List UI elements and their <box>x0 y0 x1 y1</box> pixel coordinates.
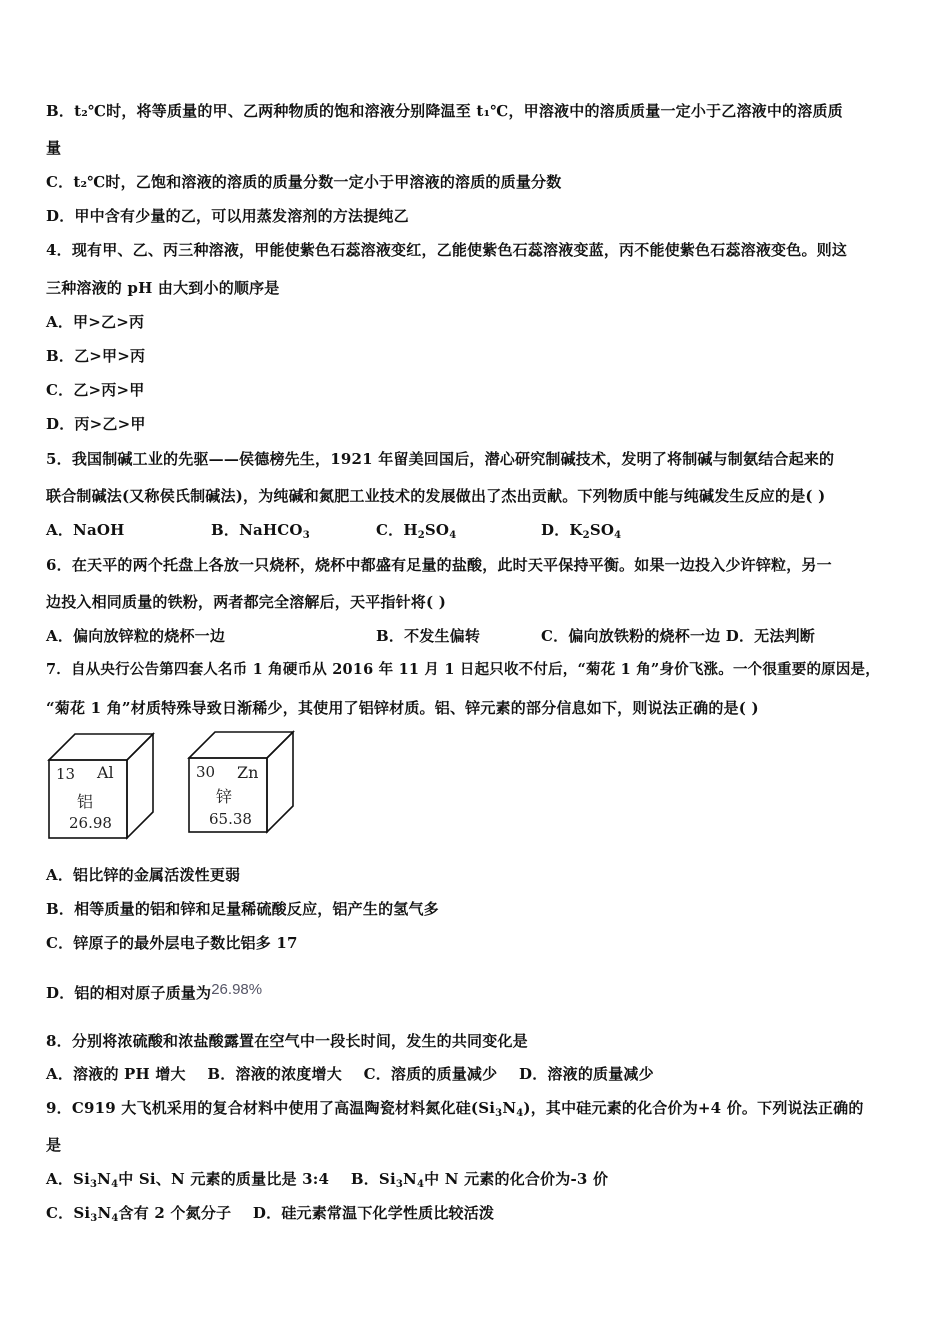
q9-ab-sub3a: 3 <box>89 1179 98 1190</box>
q6-stem-line1: 6．在天平的两个托盘上各放一只烧杯，烧杯中都盛有足量的盐酸，此时天平保持平衡。如果一边投入少许锌粒，另一 <box>46 556 832 574</box>
zinc-symbol: Zn <box>237 763 259 782</box>
q9-stem-text-b: N <box>502 1099 517 1117</box>
element-card-zinc <box>187 730 292 835</box>
zinc-name: 锌 <box>216 787 233 806</box>
q9-stem-line1 <box>46 1098 864 1118</box>
q9-ab-text3: 中 Si、N 元素的质量比是 3:4 B．Si <box>118 1170 396 1188</box>
q4-stem-line2: 三种溶液的 pH 由大到小的顺序是 <box>46 279 280 297</box>
q9-cd-sub4: 4 <box>111 1213 119 1224</box>
q9-options-cd <box>46 1203 494 1223</box>
q5-stem-line1: 5．我国制碱工业的先驱——侯德榜先生，1921 年留美回国后，潜心研究制碱技术，发明了将制碱与制氨结合起来的 <box>46 450 835 468</box>
q4-option-a: A．甲>乙>丙 <box>46 313 145 331</box>
q9-ab-text2: N <box>97 1170 112 1188</box>
q5-option-b <box>211 520 310 540</box>
q4-option-d: D．丙>乙>甲 <box>46 415 146 433</box>
zinc-atomic-mass: 65.38 <box>209 810 252 828</box>
q5-option-a: A．NaOH <box>46 521 125 539</box>
q3-option-d: D．甲中含有少量的乙，可以用蒸发溶剂的方法提纯乙 <box>46 207 409 225</box>
q7-option-d-value-image: 26.98% <box>211 981 263 998</box>
q9-cd-sub3: 3 <box>90 1213 98 1224</box>
q6-option-a: A．偏向放锌粒的烧杯一边 <box>46 627 226 645</box>
q9-options-ab <box>46 1169 608 1189</box>
q5-option-c-sub2: 4 <box>449 530 457 541</box>
q6-option-cd: C．偏向放铁粉的烧杯一边 D．无法判断 <box>541 627 815 645</box>
aluminum-atomic-number: 13 <box>56 765 76 783</box>
q4-option-b: B．乙>甲>丙 <box>46 347 146 365</box>
q8-stem: 8．分别将浓硫酸和浓盐酸露置在空气中一段长时间，发生的共同变化是 <box>46 1032 528 1050</box>
q9-stem-sub3: 3 <box>495 1108 503 1119</box>
q5-option-d-sub2: 4 <box>614 530 622 541</box>
q5-option-b-sub: 3 <box>302 530 310 541</box>
q5-stem-line2: 联合制碱法(又称侯氏制碱法)，为纯碱和氮肥工业技术的发展做出了杰出贡献。下列物质中能与纯碱发生反应的是( ) <box>46 487 826 505</box>
q9-ab-text4: N <box>403 1170 417 1188</box>
q9-ab-sub4b: 4 <box>416 1179 425 1190</box>
q7-stem-line1: 7．自从央行公告第四套人名币 1 角硬币从 2016 年 11 月 1 日起只收不付后，“菊花 1 角”身价飞涨。一个很重要的原因是， <box>46 661 880 678</box>
q5-option-d-text: D．K <box>541 521 583 539</box>
q5-option-d-mid: SO <box>589 521 615 539</box>
q9-cd-text1: C．Si <box>46 1204 91 1222</box>
q5-option-c-sub1: 2 <box>417 530 425 541</box>
q5-option-d <box>541 520 621 540</box>
q9-ab-sub4a: 4 <box>111 1179 119 1190</box>
q9-cd-text2: N <box>97 1204 112 1222</box>
q7-option-a: A．铝比锌的金属活泼性更弱 <box>46 866 241 884</box>
aluminum-symbol: Al <box>97 763 114 782</box>
q9-stem-sub4: 4 <box>516 1108 524 1119</box>
aluminum-atomic-mass: 26.98 <box>69 814 112 832</box>
aluminum-name: 铝 <box>77 792 94 811</box>
q9-ab-text5: 中 N 元素的化合价为-3 价 <box>424 1170 609 1188</box>
q5-option-b-text: B．NaHCO <box>211 521 303 539</box>
zinc-atomic-number: 30 <box>196 763 216 781</box>
q4-stem-line1: 4．现有甲、乙、丙三种溶液，甲能使紫色石蕊溶液变红，乙能使紫色石蕊溶液变蓝，丙不能使紫色石蕊溶液变色。则这 <box>46 241 848 259</box>
q7-stem-line2: “菊花 1 角”材质特殊导致日渐稀少，其使用了铝锌材质。铝、锌元素的部分信息如下，则说法正确的是( ) <box>46 699 759 717</box>
q9-stem-text-c: )，其中硅元素的化合价为+4 价。下列说法正确的 <box>523 1099 864 1117</box>
q7-option-c: C．锌原子的最外层电子数比铝多 17 <box>46 934 298 952</box>
q5-option-c-mid: SO <box>424 521 450 539</box>
q9-cd-text3: 含有 2 个氮分子 D．硅元素常温下化学性质比较活泼 <box>118 1204 495 1222</box>
q8-options: A．溶液的 PH 增大 B．溶液的浓度增大 C．溶质的质量减少 D．溶液的质量减少 <box>46 1065 654 1083</box>
q5-option-c <box>376 520 456 540</box>
q6-stem-line2: 边投入相同质量的铁粉，两者都完全溶解后，天平指针将( ) <box>46 593 447 611</box>
q3-option-c: C．t₂℃时，乙饱和溶液的溶质的质量分数一定小于甲溶液的溶质的质量分数 <box>46 173 562 191</box>
element-card-aluminum <box>47 732 152 837</box>
q7-option-b: B．相等质量的铝和锌和足量稀硫酸反应，铝产生的氢气多 <box>46 900 439 918</box>
q9-ab-sub3b: 3 <box>395 1179 404 1190</box>
q5-option-d-sub1: 2 <box>582 530 590 541</box>
q3-option-b-line2: 量 <box>46 139 62 157</box>
q7-option-d-text: D．铝的相对原子质量为 <box>46 984 212 1002</box>
q7-option-d <box>46 980 262 1003</box>
q9-ab-text1: A．Si <box>46 1170 90 1188</box>
q9-stem-text-a: 9．C919 大飞机采用的复合材料中使用了高温陶瓷材料氮化硅(Si <box>46 1099 496 1117</box>
q3-option-b-line1: B．t₂℃时，将等质量的甲、乙两种物质的饱和溶液分别降温至 t₁℃，甲溶液中的溶质质量一定小于乙溶液中的溶质质 <box>46 102 843 120</box>
q4-option-c: C．乙>丙>甲 <box>46 381 145 399</box>
q9-stem-line2: 是 <box>46 1136 62 1154</box>
q6-option-b: B．不发生偏转 <box>376 627 481 645</box>
q5-option-c-text: C．H <box>376 521 418 539</box>
